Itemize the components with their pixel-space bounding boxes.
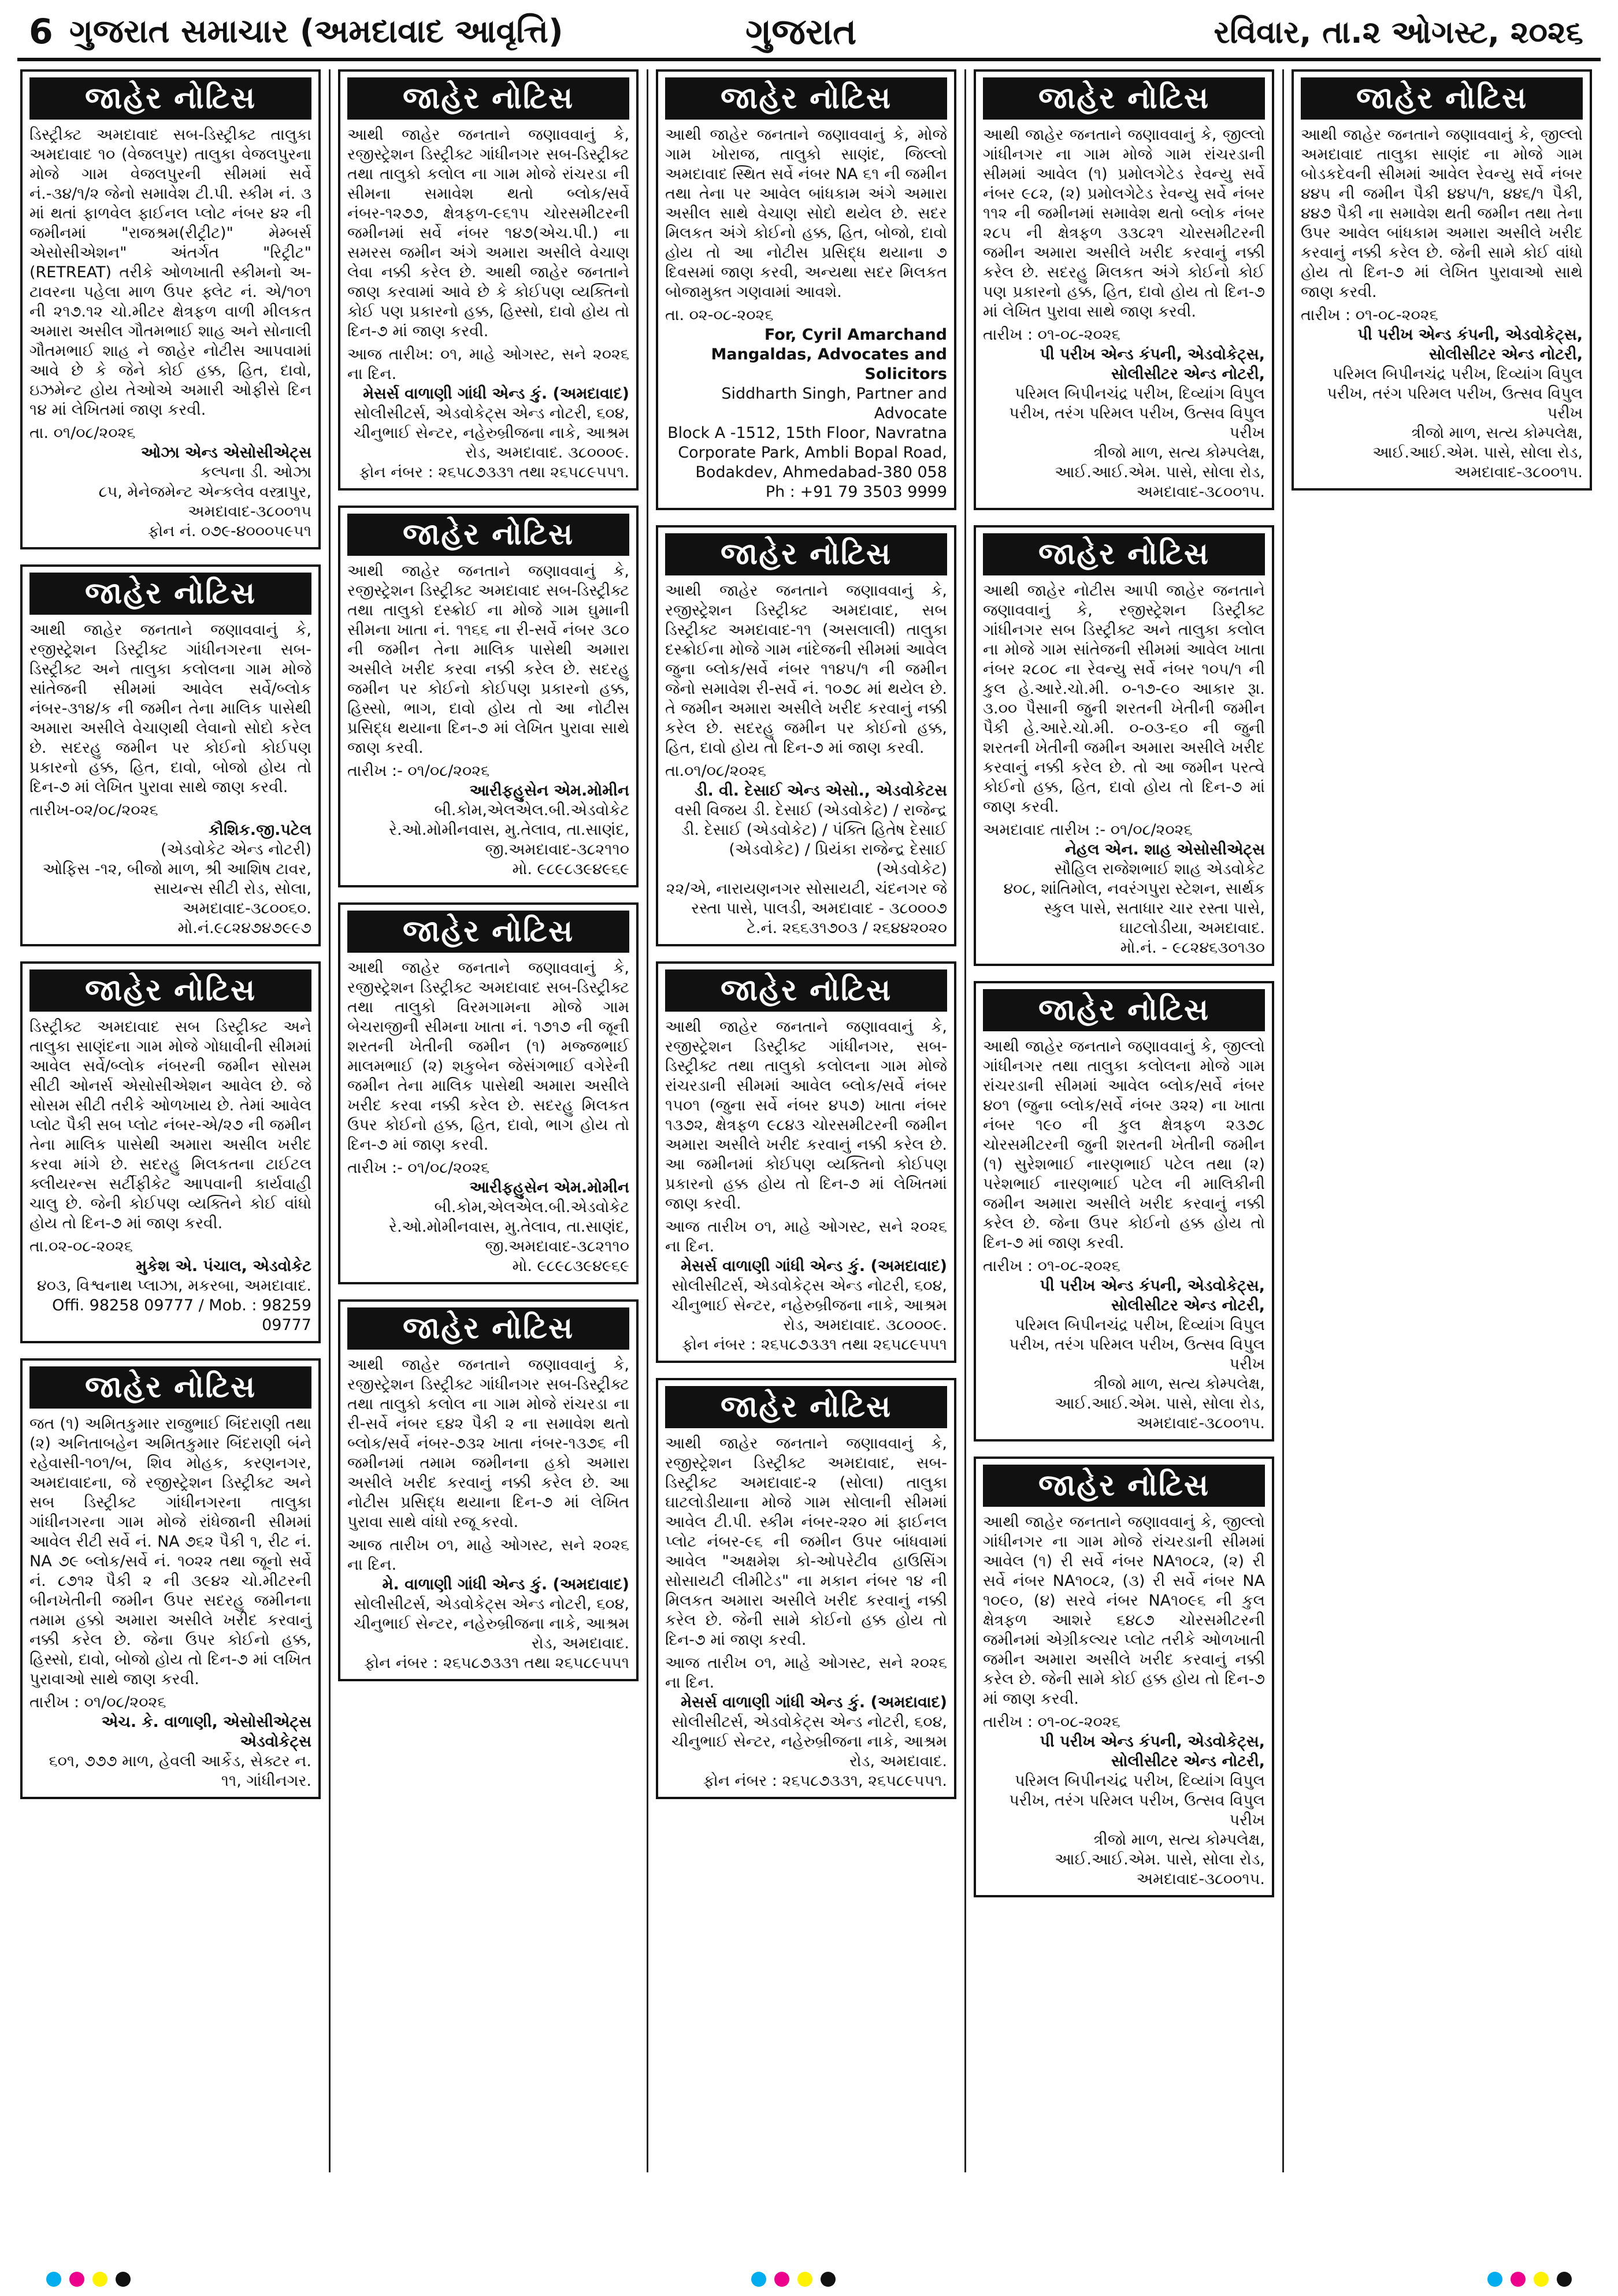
notice-address: Block A -1512, 15th Floor, Navratna Corporate Park, Ambli Bopal Road, Bodakdev, Ahmedabad-380 058 — [667, 424, 947, 481]
notice-body: આથી જાહેર જનતાને જણાવવાનું કે, રજીસ્ટ્રેશન ડિસ્ટ્રીક્ટ અમદાવાદ, સબ-ડિસ્ટ્રીક્ટ અમદાવાદ-૨ (સોલા) તાલુકા ઘાટલોડીયાના મોજે ગામ સોલાની સીમમાં આવેલ ટી.પી. સ્કીમ નંબર-૨૨૦ માં ફાઈનલ પ્લોટ નંબર-૯૬ ની જમીન ઉપર બાંધવામાં આવેલ "અક્ષમેશ કો-ઓપરેટીવ હાઉસિંગ સોસાયટી લીમીટેડ" ના મકાન નંબર ૧૪ ની મિલકત અમારા અસીલે ખરીદ કરવાનું નક્કી કરેલ છે. જેની સામે કોઈનો હક્ક હોય તો દિન-૭ માં જાણ કરવી. — [665, 1435, 947, 1649]
public-notice — [20, 564, 321, 946]
notice-date: તારીખ : ૦૧-૦૮-૨૦૨૬ — [983, 1257, 1120, 1275]
notice-phone: ફોન નંબર : ૨૬૫૮૭૩૩૧ તથા ૨૬૫૮૯૫૫૧. — [359, 463, 629, 481]
notice-column — [974, 69, 1274, 2172]
notice-phone: ફોન નંબર : ૨૬૫૮૭૩૩૧, ૨૬૫૮૯૫૫૧. — [703, 1772, 947, 1790]
notice-address: સોલીસીટર્સ, એડવોકેટ્સ એન્ડ નોટરી, ૬૦૪, ચીનુભાઈ સેન્ટર, નહેરુબ્રીજના નાકે, આશ્રમ રોડ, અમદાવાદ. — [671, 1713, 947, 1770]
notice-column — [338, 69, 639, 2172]
notice-title: જાહેર નોટિસ — [347, 514, 629, 556]
notice-phone: ફોન નંબર : ૨૬૫૮૭૩૩૧ તથા ૨૬૫૮૯૫૫૧ — [364, 1654, 629, 1672]
page-number: 6 — [29, 12, 53, 52]
notice-signer: For, Cyril Amarchand Mangaldas, Advocates and Solicitors — [711, 326, 947, 383]
notice-title: જાહેર નોટિસ — [665, 533, 947, 575]
public-notice — [338, 902, 639, 1284]
notice-signer: પી પરીખ એન્ડ કંપની, એડવોકેટ્સ, સોલીસીટર એન્ડ નોટરી, — [1040, 345, 1265, 383]
notice-column — [656, 69, 956, 2172]
notice-address: ત્રીજો માળ, સત્ય કોમ્પલેક્ષ, આઈ.આઈ.એમ. પાસે, સોલા રોડ, અમદાવાદ-૩૮૦૦૧૫. — [1055, 1831, 1265, 1888]
notice-date: આજ તારીખ ૦૧, માહે ઓગસ્ટ, સને ૨૦૨૬ ના દિન. — [347, 1536, 629, 1574]
notice-signer-detail: (એડવોકેટ એન્ડ નોટરી) — [161, 841, 311, 859]
public-notice — [338, 506, 639, 887]
notice-title: જાહેર નોટિસ — [29, 969, 311, 1012]
notice-title: જાહેર નોટિસ — [29, 573, 311, 615]
notice-signer: મેસર્સ વાળાણી ગાંધી એન્ડ કું. (અમદાવાદ) — [362, 385, 629, 403]
notice-phone: મો. ૯૮૯૮૩૯૪૯૬૯ — [512, 860, 629, 878]
notice-body: આથી જાહેર જનતાને જણાવવાનું કે, જીલ્લો ગાંધીનગર ના ગામ મોજે રાંચરડાની સીમમાં આવેલ (૧) રી સર્વે નંબર NA૧૦૮૨, (૨) રી સર્વે નંબર NA૧૦૮૨, (૩) રી સર્વે નંબર NA ૧૦૯૦, (૪) સરવે નંબર NA૧૦૯૬ ની કુલ ક્ષેત્રફળ આશરે ૬૪૮૭ ચોરસમીટરની જમીનમાં એગ્રીકલ્ચર પ્લોટ તરીકે ઓળખાતી જમીન અમારા અસીલે ખરીદ કરવાનું નક્કી કરેલ છે. જેની સામે કોઈ હક્ક હોય તો દિન-૭ માં જાણ કરવી. — [983, 1513, 1265, 1708]
header-rule — [17, 58, 1601, 61]
notice-signer-detail: બી.કોમ,એલએલ.બી.એડવોકેટ — [434, 1198, 629, 1216]
notice-signer-detail: બી.કોમ,એલએલ.બી.એડવોકેટ — [434, 801, 629, 819]
notice-body: આથી જાહેર જનતાને જણાવવાનું કે, જીલ્લો ગાંધીનગર ના ગામ મોજે ગામ રાંચરડાની સીમમાં આવેલ (૧) પ્રમોલગેટેડ રેવન્યુ સર્વે નંબર ૯૮૨, (૨) પ્રમોલગેટેડ રેવન્યુ સર્વે નંબર ૧૧૨ ની જમીનમાં સમાવેશ થતો બ્લોક નંબર ૨૮૫ ની ક્ષેત્રફળ ૩૩૮૨૧ ચોરસમીટરની જમીન અમારા અસીલે ખરીદ કરવાનું નક્કી કરેલ છે. સદરહુ મિલકત અંગે કોઈનો કોઈ પણ પ્રકારનો હક્ક, હિત, દાવો હોય તો દિન-૭ માં લેખિત પુરાવા સાથે જાણ કરવી. — [983, 126, 1265, 321]
notice-body: આથી જાહેર નોટીસ આપી જાહેર જનતાને જણાવવાનું કે, રજીસ્ટ્રેશન ડિસ્ટ્રીક્ટ ગાંધીનગર સબ ડિસ્ટ્રીક્ટ અને તાલુકા કલોલ ના મોજે ગામ સાંતેજની સીમમાં આવેલ ખાતા નંબર ૨૮૦૮ ના રેવન્યુ સર્વે નંબર ૧૦૫/૧ ની કુલ હે.આરે.ચો.મી. ૦-૧૭-૯૦ આકાર રૂા. ૩.૦૦ પૈસાની જુની શરતની ખેતીની જમીન પૈકી હે.આરે.ચો.મી. ૦-૦૩-૬૦ ની જુની શરતની ખેતીની જમીન અમારા અસીલે ખરીદ કરવાનું નક્કી કરેલ છે. તો આ જમીન પરત્વે કોઈનો હક્ક, હિત, દાવો હોય તો દિન-૭ માં જાણ કરવી. — [983, 582, 1265, 816]
notice-phone: ટે.નં. ૨૬૬૩૧૭૦૩ / ૨૬૪૪૨૦૨૦ — [747, 919, 947, 937]
notice-signer: આરીફહુસેન એમ.મોમીન — [469, 1179, 629, 1197]
notice-address: ૨૨/એ, નારાયણનગર સોસાયટી, ચંદનગર જે રસ્તા પાસે, પાલડી, અમદાવાદ - ૩૮૦૦૦૭ — [666, 880, 947, 917]
public-notice — [656, 69, 956, 510]
notice-date: તારીખ : ૦૧/૦૮/૨૦૨૬ — [29, 1693, 166, 1711]
notice-signer-detail: સૌહિલ રાજેશભાઈ શાહ એડવોકેટ — [1054, 860, 1265, 878]
column-separator — [647, 69, 648, 2172]
notice-title: જાહેર નોટિસ — [983, 77, 1265, 120]
notice-body: આથી જાહેર જનતાને જણાવવાનું કે, જીલ્લો અમદાવાદ તાલુકા સાણંદ ના મોજે ગામ બોડકદેવની સીમમાં આવેલ રેવન્યુ સર્વે નંબર ૪૪૫ ની જમીન પૈકી ૪૪૫/૧, ૪૪૬/૧ પૈકી, ૪૪૭ પૈકી ના સમાવેશ થતી જમીન તથા તેના ઉપર આવેલ બાંધકામ અમારા અસીલે ખરીદ કરવાનું નક્કી કરેલ છે. જેની સામે કોઈ વાંધો હોય તો દિન-૭ માં લેખિત પુરાવાઓ સાથે જાણ કરવી. — [1301, 126, 1583, 301]
notice-signer: કૌશિક.જી.પટેલ — [208, 821, 311, 839]
notice-address: ત્રીજો માળ, સત્ય કોમ્પલેક્ષ, આઈ.આઈ.એમ. પાસે, સોલા રોડ, અમદાવાદ-૩૮૦૦૧૫. — [1055, 444, 1265, 501]
notice-body: આથી જાહેર જનતાને જણાવવાનું કે, રજીસ્ટ્રેશન ડિસ્ટ્રીક્ટ અમદાવાદ, સબ ડિસ્ટ્રીક્ટ અમદાવાદ-૧૧ (અસલાલી) તાલુકા દસ્ક્રોઈના મોજે ગામ નાંદેજની સીમમાં આવેલ જુના બ્લોક/સર્વે નંબર ૧૧૪૫/૧ ની જમીન જેનો સમાવેશ રી-સર્વે નં. ૧૦૭૮ માં થયેલ છે. તે જમીન અમારા અસીલે ખરીદ કરવાનું નક્કી કરેલ છે. સદરહુ જમીન પર કોઈનો હક્ક, હિત, દાવો હોય તો દિન-૭ માં જાણ કરવી. — [665, 582, 947, 757]
notice-title: જાહેર નોટિસ — [983, 989, 1265, 1031]
public-notice — [974, 69, 1274, 510]
notice-title: જાહેર નોટિસ — [665, 969, 947, 1012]
notice-date: તારીખ :- ૦૧/૦૮/૨૦૨૬ — [347, 1159, 490, 1177]
notice-date: તારીખ : ૦૧-૦૮-૨૦૨૬ — [1301, 306, 1438, 324]
public-notice — [974, 1457, 1274, 1897]
public-notice — [656, 525, 956, 946]
page-header — [0, 0, 1618, 64]
notice-signer-detail: પરિમલ બિપીનચંદ્ર પરીખ, દિવ્યાંગ વિપુલ પરીખ, તરંગ પરિમલ પરીખ, ઉત્સવ વિપુલ પરીખ — [1009, 1772, 1265, 1829]
notice-signer: ડી. વી. દેસાઈ એન્ડ એસો., એડવોકેટસ — [694, 782, 947, 800]
notice-date: તારીખ-૦૨/૦૮/૨૦૨૬ — [29, 801, 158, 819]
notice-address: સોલીસીટર્સ, એડવોકેટ્સ એન્ડ નોટરી, ૬૦૪, ચીનુભાઈ સેન્ટર, નહેરુબ્રીજના નાકે, આશ્રમ રોડ, અમદાવાદ. — [353, 1595, 629, 1652]
notice-title: જાહેર નોટિસ — [983, 1465, 1265, 1507]
notice-body: આથી જાહેર જનતાને જણાવવાનું કે, રજીસ્ટ્રેશન ડિસ્ટ્રીક્ટ ગાંધીનગર સબ-ડિસ્ટ્રીક્ટ તથા તાલુકો કલોલ ના ગામ મોજે રાંચરડા ની સીમના સમાવેશ થતો બ્લોક/સર્વે નંબર-૧૨૭૭, ક્ષેત્રફળ-૯૬૧૫ ચોરસમીટરની જમીનમાં સર્વે નંબર ૧૪૭(એચ.પી.) ના સમરસ જમીન અંગે અમારા અસીલે વેચાણ લેવા નક્કી કરેલ છે. આથી જાહેર જનતાને જાણ કરવામાં આવે છે કે કોઈપણ વ્યક્તિનો કોઈ પણ પ્રકારનો હક્ક, હિસ્સો, દાવો હોય તો દિન-૭ માં જાણ કરવી. — [347, 126, 629, 340]
notice-phone: Offi. 98258 09777 / Mob. : 98259 09777 — [52, 1296, 311, 1334]
notice-phone: ફોન નંબર : ૨૬૫૮૭૩૩૧ તથા ૨૬૫૮૯૫૫૧ — [682, 1336, 947, 1354]
notice-address: ૬૦૧, ૭૭૭ માળ, હેવલી આર્કેડ, સેક્ટર ન. ૧૧, ગાંધીનગર. — [49, 1752, 311, 1790]
notice-signer: પી પરીખ એન્ડ કંપની, એડવોકેટ્સ, સોલીસીટર એન્ડ નોટરી, — [1040, 1733, 1265, 1770]
public-notice — [338, 69, 639, 491]
notice-date: તારીખ : ૦૧-૦૮-૨૦૨૬ — [983, 326, 1120, 344]
notice-signer: મેસર્સ વાળાણી ગાંધી એન્ડ કું. (અમદાવાદ) — [680, 1257, 947, 1275]
notice-phone: ફોન નં. ૦૭૯-૪૦૦૦૫૯૫૧ — [148, 522, 311, 540]
color-dots-left — [46, 2272, 131, 2289]
notice-body: જત (૧) અમિતકુમાર રાજુભાઈ બિંદરાણી તથા (૨) અનિતાબહેન અમિતકુમાર બિંદરાણી બંને રહેવાસી-૧૦૧/બ, શિવ મોહક, કરણનગર, અમદાવાદના, જે રજીસ્ટ્રેશન ડિસ્ટ્રીક્ટ અને સબ ડિસ્ટ્રીક્ટ ગાંધીનગરના તાલુકા ગાંધીનગરના ગામ મોજે રાંધેજાની સીમમાં આવેલ રીટી સર્વે નં. NA ૭૬૨ પૈકી ૧, રીટ નં. NA ૭૯ બ્લોક/સર્વે નં. ૧૦૨૨ તથા જૂનો સર્વે નં. ૮૭૧૨ પૈકી ૨ ની ૩૯૪૨ ચો.મીટરની બીનખેતીની જમીન ઉપર સદરહુ જમીનના તમામ હક્કો અમારા અસીલે ખરીદ કરવાનું નક્કી કરેલ છે. જેના ઉપર કોઈનો હક્ક, હિસ્સો, દાવો, બોજો હોય તો દિન-૭ માં લખિત પુરાવાઓ સાથે જાણ કરવી. — [29, 1415, 311, 1688]
notice-signer: મેસર્સ વાળાણી ગાંધી એન્ડ કું. (અમદાવાદ) — [680, 1693, 947, 1711]
public-notice — [1292, 69, 1592, 491]
notice-body: આથી જાહેર જનતાને જણાવવાનું કે, રજીસ્ટ્રેશન ડિસ્ટ્રીક્ટ ગાંધીનગર, સબ-ડિસ્ટ્રીક્ટ તથા તાલુકો કલોલના ગામ મોજે રાંચરડાની સીમમાં આવેલ બ્લોક/સર્વે નંબર ૧૫૦૧ (જુના સર્વે નંબર ૪૫૭) ખાતા નંબર ૧૩૭૨, ક્ષેત્રફળ ૯૮૪૩ ચોરસમીટરની જમીન અમારા અસીલે ખરીદ કરવાનું નક્કી કરેલ છે. આ જમીનમાં કોઈપણ વ્યક્તિનો કોઈપણ પ્રકારનો હક્ક હોય તો દિન-૭ માં લેખિતમાં જાણ કરવી. — [665, 1018, 947, 1213]
notice-phone: મો. ૯૮૯૮૩૯૪૯૬૯ — [512, 1257, 629, 1275]
notice-phone: મો.નં. - ૯૮૨૪૬૩૦૧૩૦ — [1120, 939, 1265, 957]
notice-signer: મુકેશ એ. પંચાલ, એડવોકેટ — [136, 1257, 311, 1275]
color-dots-center — [751, 2272, 836, 2289]
notice-body: આથી જાહેર જનતાને જણાવવાનું કે, મોજે ગામ ખોરાજ, તાલુકો સાણંદ, જિલ્લો અમદાવાદ સ્થિત સર્વે નંબર NA ૬૧ ની જમીન તથા તેના પર આવેલ બાંધકામ અંગે અમારા અસીલ સાથે વેચાણ સોદો થયેલ છે. સદર મિલકત અંગે કોઈનો હક્ક, હિત, બોજો, દાવો હોય તો આ નોટીસ પ્રસિદ્ધ થયાના ૭ દિવસમાં જાણ કરવી, અન્યથા સદર મિલકત બોજામુક્ત ગણવામાં આવશે. — [665, 126, 947, 301]
column-separator — [329, 69, 331, 2172]
notice-signer-detail: વસી વિજય ડી. દેસાઈ (એડવોકેટ) / રાજેન્દ્ર ડી. દેસાઈ (એડવોકેટ) / પંક્તિ હિતેષ દેસાઈ (એડવોકેટ) / પ્રિયંકા રાજેન્દ્ર દેસાઈ (એડવોકેટ) — [674, 801, 947, 878]
public-notice — [20, 69, 321, 549]
notice-title: જાહેર નોટિસ — [347, 77, 629, 120]
notice-address: ત્રીજો માળ, સત્ય કોમ્પલેક્ષ, આઈ.આઈ.એમ. પાસે, સોલા રોડ, અમદાવાદ-૩૮૦૦૧૫. — [1372, 424, 1583, 481]
notice-body: ડિસ્ટ્રીક્ટ અમદાવાદ સબ ડિસ્ટ્રીક્ટ અને તાલુકા સાણંદના ગામ મોજે ગોધાવીની સીમમાં આવેલ સર્વે/બ્લોક નંબરની જમીન સોસમ સીટી ઓનર્સ એસોસીએશન આવેલ છે. જે સોસમ સીટી તરીકે ઓળખાય છે. તેમાં આવેલ પ્લોટ પૈકી સબ પ્લોટ નંબર-એ/૨૭ ની જમીન તેના માલિક પાસેથી અમારા અસીલ ખરીદ કરવા માંગે છે. સદરહુ મિલકતના ટાઈટલ ક્લીયરન્સ સર્ટીફીકેટ આપવાની કાર્યવાહી ચાલુ છે. જેની કોઈપણ વ્યક્તિને કોઈ વાંધો હોય તો દિન-૭ માં જાણ કરવી. — [29, 1018, 311, 1232]
notice-title: જાહેર નોટિસ — [983, 533, 1265, 575]
issue-date: રવિવાર, તા.૨ ઓગસ્ટ, ૨૦૨૬ — [1214, 14, 1583, 50]
notice-signer-detail: પરિમલ બિપીનચંદ્ર પરીખ, દિવ્યાંગ વિપુલ પરીખ, તરંગ પરિમલ પરીખ, ઉત્સવ વિપુલ પરીખ — [1009, 1316, 1265, 1373]
newspaper-name: ગુજરાત સમાચાર (અમદાવાદ આવૃત્તિ) — [69, 13, 563, 50]
notice-title: જાહેર નોટિસ — [347, 911, 629, 953]
public-notice — [20, 1358, 321, 1799]
notice-date: આજ તારીખ ૦૧, માહે ઓગસ્ટ, સને ૨૦૨૬ ના દિન. — [665, 1218, 947, 1255]
notice-address: રે.ઓ.મોમીનવાસ, મુ.તેલાવ, તા.સાણંદ, જી.અમદાવાદ-૩૮૨૧૧૦ — [388, 821, 629, 859]
notice-title: જાહેર નોટિસ — [1301, 77, 1583, 120]
public-notice — [656, 1378, 956, 1799]
public-notice — [974, 981, 1274, 1441]
notice-signer: પી પરીખ એન્ડ કંપની, એડવોકેટ્સ, સોલીસીટર એન્ડ નોટરી, — [1357, 326, 1583, 363]
column-separator — [964, 69, 966, 2172]
notice-date: તા.૦૨-૦૮-૨૦૨૬ — [29, 1238, 133, 1255]
public-notice — [338, 1299, 639, 1681]
notice-address: રે.ઓ.મોમીનવાસ, મુ.તેલાવ, તા.સાણંદ, જી.અમદાવાદ-૩૮૨૧૧૦ — [388, 1218, 629, 1255]
notice-signer-detail: પરિમલ બિપીનચંદ્ર પરીખ, દિવ્યાંગ વિપુલ પરીખ, તરંગ પરિમલ પરીખ, ઉત્સવ વિપુલ પરીખ — [1009, 385, 1265, 442]
notice-body: આથી જાહેર જનતાને જણાવવાનું કે, રજીસ્ટ્રેશન ડિસ્ટ્રીક્ટ અમદાવાદ સબ-ડિસ્ટ્રીક્ટ તથા તાલુકો વિરમગામના મોજે ગામ બેચરાજીની સીમના ખાતા નં. ૧૭૧૭ ની જૂની શરતની ખેતીની જમીન (૧) મજ્જભાઈ માલમભાઈ (૨) શકુબેન જેસંગભાઈ વગેરેની જમીન તેના માલિક પાસેથી અમારા અસીલે ખરીદ કરવા નક્કી કરેલ છે. સદરહુ મિલકત ઉપર કોઈનો હક્ક, હિત, દાવો, ભાગ હોય તો દિન-૭ માં જાણ કરવી. — [347, 959, 629, 1154]
notice-signer: ઓઝા એન્ડ એસોસીએટ્સ — [140, 444, 311, 462]
notice-title: જાહેર નોટિસ — [665, 77, 947, 120]
notice-address: સોલીસીટર્સ, એડવોકેટ્સ એન્ડ નોટરી, ૬૦૪, ચીનુભાઈ સેન્ટર, નહેરુબ્રીજના નાકે, આશ્રમ રોડ, અમદાવાદ. ૩૮૦૦૦૯. — [353, 404, 629, 462]
public-notice — [974, 525, 1274, 966]
notice-address: ઓફિસ -૧૨, બીજો માળ, શ્રી આશિષ ટાવર, સાયન્સ સીટી રોડ, સોલા, અમદાવાદ-૩૮૦૦૬૦. — [42, 860, 311, 917]
notice-signer: પી પરીખ એન્ડ કંપની, એડવોકેટ્સ, સોલીસીટર એન્ડ નોટરી, — [1040, 1277, 1265, 1314]
notice-date: આજ તારીખ: ૦૧, માહે ઓગસ્ટ, સને ૨૦૨૬ ના દિન. — [347, 345, 629, 383]
notice-body: આથી જાહેર જનતાને જણાવવાનું કે, જીલ્લો ગાંધીનગર તથા તાલુકા કલોલના મોજે ગામ રાંચરડાની સીમમાં આવેલ બ્લોક/સર્વે નંબર ૪૦૧ (જુના બ્લોક/સર્વે નંબર ૩૨૨) ના ખાતા નંબર ૧૯૦ ની કુલ ક્ષેત્રફળ ૨૩૭૮ ચોરસમીટરની જુની શરતની ખેતીની જમીન (૧) સુરેશભાઈ નારણભાઈ પટેલ તથા (૨) પરેશભાઈ નારણભાઈ પટેલ ની માલિકીની જમીન અમારા અસીલે ખરીદ કરવાનું નક્કી કરેલ છે. જેના ઉપર કોઈનો હક્ક હોય તો દિન-૭ માં જાણ કરવી. — [983, 1038, 1265, 1252]
notice-signer: નેહલ એન. શાહ એસોસીએટ્સ — [1064, 841, 1265, 859]
notice-address: ૪૦૮, શાંતિમોલ, નવરંગપુરા સ્ટેશન, સાર્થક સ્કુલ પાસે, સતાધાર ચાર રસ્તા પાસે, ઘાટલોડીયા, અમદાવાદ. — [1003, 880, 1265, 937]
notice-signer-detail: કલ્પના ડી. ઓઝા — [200, 463, 311, 481]
notice-body: આથી જાહેર જનતાને જણાવવાનું કે, રજીસ્ટ્રેશન ડિસ્ટ્રીક્ટ ગાંધીનગર સબ-ડિસ્ટ્રીક્ટ તથા તાલુકો કલોલ ના ગામ મોજે રાંચરડા ના રી-સર્વે નંબર ૬૪૨ પૈકી ૨ ના સમાવેશ થતો બ્લોક/સર્વે નંબર-૭૩૨ ખાતા નંબર-૧૩૭૬ ની જમીનમાં તમામ જમીનના હકો અમારા અસીલે ખરીદ કરવાનું નક્કી કરેલ છે. આ નોટીસ પ્રસિદ્ધ થયાના દિન-૭ માં લેખિત પુરાવા સાથે વાંધો રજૂ કરવો. — [347, 1356, 629, 1531]
notice-body: ડિસ્ટ્રીક્ટ અમદાવાદ સબ-ડિસ્ટ્રીક્ટ તાલુકા અમદાવાદ ૧૦ (વેજલપુર) તાલુકા વેજલપુરના મોજે ગામ વેજલપુરની સીમમાં સર્વે નં.-૩૪/૧/૨ જેનો સમાવેશ ટી.પી. સ્કીમ નં. ૩ માં થતાં ફાળવેલ ફાઈનલ પ્લોટ નંબર ૪૨ ની જમીનમાં "રાજશ્રમ(રીટ્રીટ)" મેમ્બર્સ એસોસીએશન" અંતર્ગત "રિટ્રીટ" (RETREAT) તરીકે ઓળખાતી સ્કીમનો અ-ટાવરના પહેલા માળ ઉપર ફ્લેટ નં. એ/૧૦૧ ની ૨૧૭.૧૨ ચો.મીટર ક્ષેત્રફળ વાળી મીલકત અમારા અસીલ ગૌતમભાઈ શાહ અને સોનાલી ગૌતમભાઈ શાહ ને જાહેર નોટીસ આપવામાં આવે છે કે જેને કોઈ હક્ક, હિત, દાવો, ઇઝમેન્ટ હોય તેઓએ અમારી ઓફીસે દિન ૧૪ માં લેખિતમાં જાણ કરવી. — [29, 126, 311, 419]
notice-address: સોલીસીટર્સ, એડવોકેટ્સ એન્ડ નોટરી, ૬૦૪, ચીનુભાઈ સેન્ટર, નહેરુબ્રીજના નાકે, આશ્રમ રોડ, અમદાવાદ. ૩૮૦૦૦૯. — [671, 1277, 947, 1334]
notice-signer-detail: Siddharth Singh, Partner and Advocate — [721, 385, 947, 422]
notice-signer-detail: પરિમલ બિપીનચંદ્ર પરીખ, દિવ્યાંગ વિપુલ પરીખ, તરંગ પરિમલ પરીખ, ઉત્સવ વિપુલ પરીખ — [1327, 365, 1583, 422]
notice-address: ૪૦૩, વિશ્વનાથ પ્લાઝા, મકરબા, અમદાવાદ. — [36, 1277, 311, 1295]
public-notice — [656, 961, 956, 1363]
notice-title: જાહેર નોટિસ — [665, 1386, 947, 1428]
notice-date: તારીખ :- ૦૧/૦૮/૨૦૨૬ — [347, 762, 490, 780]
notice-date: તારીખ : ૦૧-૦૮-૨૦૨૬ — [983, 1713, 1120, 1731]
notice-date: તા. ૦૨-૦૮-૨૦૨૬ — [665, 306, 774, 324]
notice-phone: Ph : +91 79 3503 9999 — [765, 483, 947, 501]
section-title: ગુજરાત — [745, 10, 857, 53]
notice-date: તા. ૦૧/૦૮/૨૦૨૬ — [29, 424, 136, 442]
notice-address: ૮૫, મેનેજમેન્ટ એન્કલેવ વસ્ત્રાપુર, અમદાવાદ-૩૮૦૦૧૫ — [98, 483, 311, 521]
notice-column — [1292, 69, 1592, 2172]
notice-date: તા.૦૧/૦૮/૨૦૨૬ — [665, 762, 766, 780]
notice-body: આથી જાહેર જનતાને જણાવવાનું કે, રજીસ્ટ્રેશન ડિસ્ટ્રીક્ટ અમદાવાદ સબ-ડિસ્ટ્રીક્ટ તથા તાલુકો દસ્ક્રોઈ ના મોજે ગામ ઘુમાની સીમના ખાતા નં. ૧૧૬૬ ના રી-સર્વે નંબર ૩૮૦ ની જમીન તેના માલિક પાસેથી અમારા અસીલે ખરીદ કરવા નક્કી કરેલ છે. સદરહુ જમીન પર કોઈનો કોઈપણ પ્રકારનો હક્ક, હિસ્સો, ભાગ, દાવો હોય તો આ નોટીસ પ્રસિદ્ધ થયાના દિન-૭ માં લેખિત પુરાવા સાથે જાણ કરવી. — [347, 562, 629, 757]
notice-column — [20, 69, 321, 2172]
notice-title: જાહેર નોટિસ — [347, 1307, 629, 1350]
notice-signer: આરીફહુસેન એમ.મોમીન — [469, 782, 629, 800]
notice-address: ત્રીજો માળ, સત્ય કોમ્પલેક્ષ, આઈ.આઈ.એમ. પાસે, સોલા રોડ, અમદાવાદ-૩૮૦૦૧૫. — [1055, 1375, 1265, 1432]
notice-signer: એચ. કે. વાળાણી, એસોસીએટ્સ એડવોકેટ્સ — [101, 1713, 311, 1751]
notice-title: જાહેર નોટિસ — [29, 1366, 311, 1409]
notice-date: અમદાવાદ તારીખ :- ૦૧/૦૮/૨૦૨૬ — [983, 821, 1193, 839]
print-registration-marks — [0, 2267, 1618, 2296]
color-dots-right — [1487, 2272, 1572, 2289]
column-separator — [1282, 69, 1284, 2172]
notice-date: આજ તારીખ ૦૧, માહે ઓગસ્ટ, સને ૨૦૨૬ ના દિન. — [665, 1654, 947, 1692]
notice-body: આથી જાહેર જનતાને જણાવવાનું કે, રજીસ્ટ્રેશન ડિસ્ટ્રીક્ટ ગાંધીનગરના સબ-ડિસ્ટ્રીક્ટ અને તાલુકા કલોલના ગામ મોજે સાંતેજની સીમમાં આવેલ સર્વે/બ્લોક નંબર-૩૧૪/ક ની જમીન તેના માલિક પાસેથી અમારા અસીલે વેચાણથી લેવાનો સોદો કરેલ છે. સદરહુ જમીન પર કોઈનો કોઈપણ પ્રકારનો હક્ક, હિત, દાવો, બોજો હોય તો દિન-૭ માં લેખિત પુરાવા સાથે જાણ કરવી. — [29, 621, 311, 796]
notice-phone: મો.નં.૯૮૨૪૭૪૭૯૯૭ — [177, 919, 311, 937]
notice-signer: મે. વાળાણી ગાંધી એન્ડ કું. (અમદાવાદ) — [382, 1576, 629, 1593]
public-notice — [20, 961, 321, 1343]
notice-title: જાહેર નોટિસ — [29, 77, 311, 120]
